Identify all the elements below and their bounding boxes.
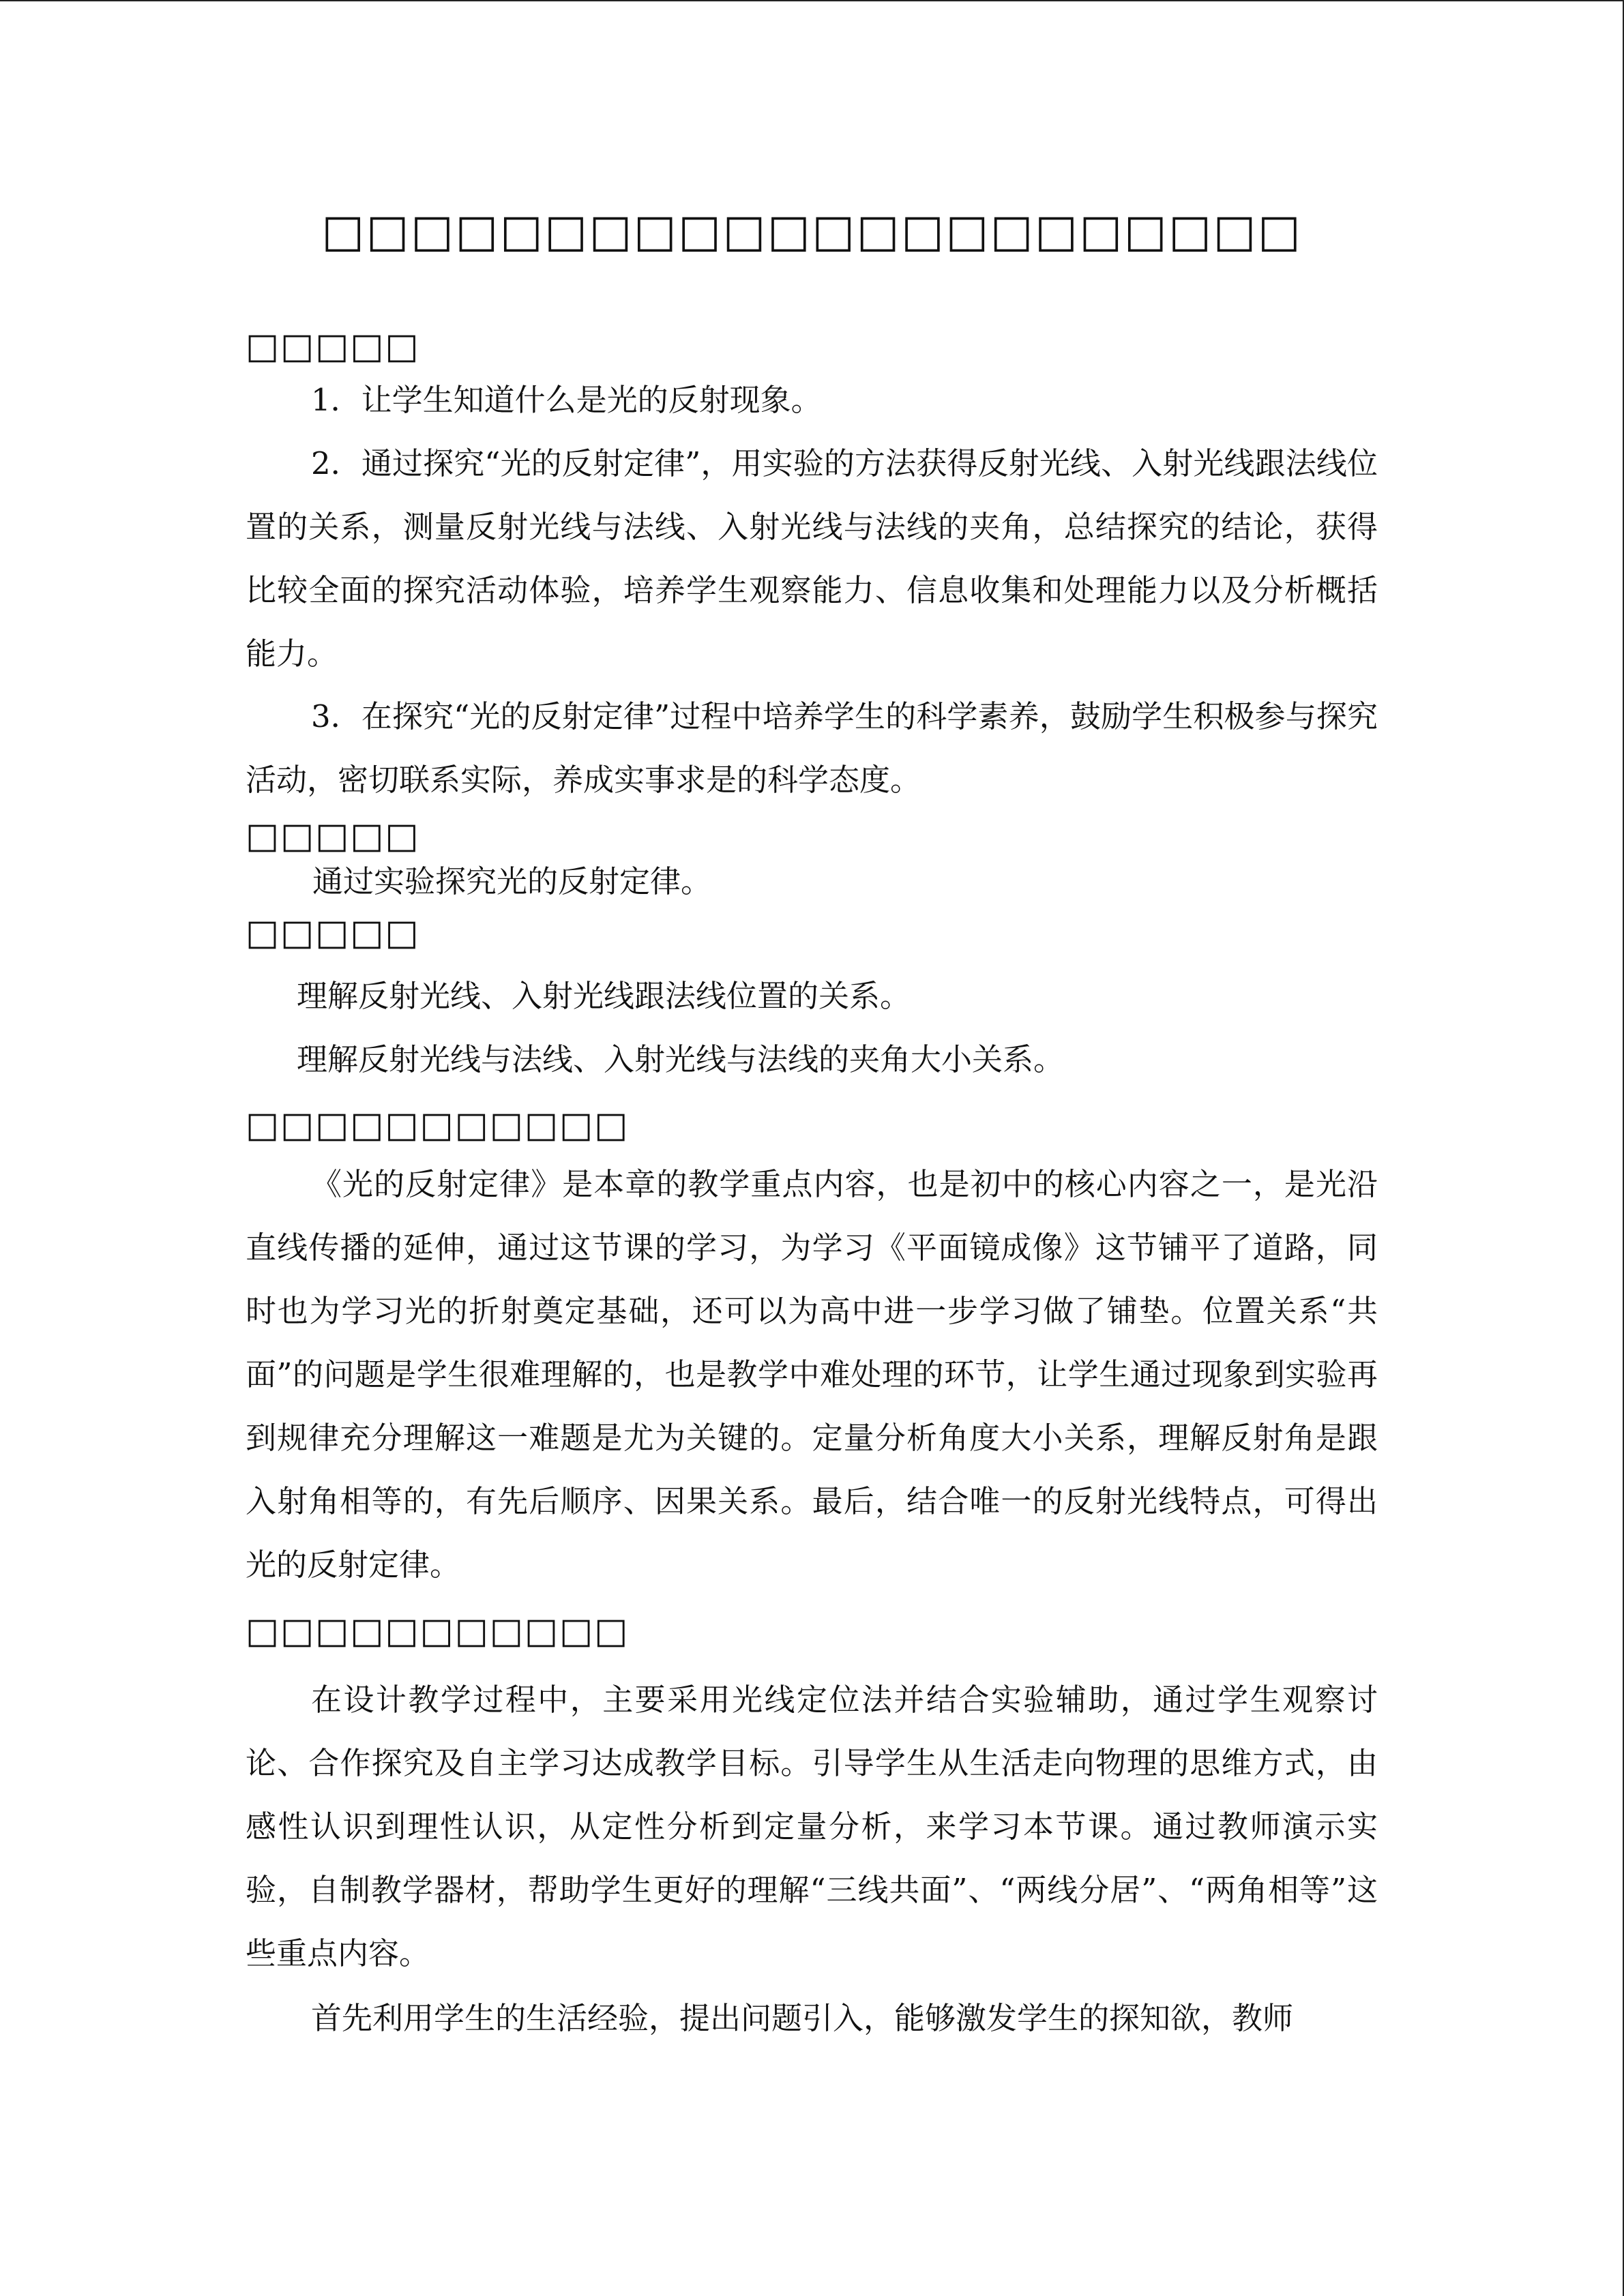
section-heading-3: □□□□□	[246, 912, 420, 953]
document-title: □□□□□□□□□□□□□□□□□□□□□□	[321, 205, 1303, 257]
section-heading-2: □□□□□	[246, 816, 420, 856]
paragraph-5-2: 首先利用学生的生活经验，提出问题引入，能够激发学生的探知欲，教师	[311, 2000, 1294, 2036]
section-heading-4: □□□□□□□□□□□	[246, 1105, 630, 1146]
paragraph-3-1: 理解反射光线、入射光线跟法线位置的关系。	[297, 978, 911, 1014]
paragraph-5-1: 在设计教学过程中，主要采用光线定位法并结合实验辅助，通过学生观察讨论、合作探究及自主学习达成教学目标。引导学生从生活走向物理的思维方式，由感性认识到理性认识，从定性分析到定量分析，来学习本节课。通过教师演示实验，自制教学器材，帮助学生更好的理解“三线共面”、“两线分居”、“两角相等”这些重点内容。	[246, 1682, 1378, 1971]
paragraph-1-3: 3．在探究“光的反射定律”过程中培养学生的科学素养，鼓励学生积极参与探究活动，密切联系实际，养成实事求是的科学态度。	[246, 698, 1378, 798]
section-heading-5: □□□□□□□□□□□	[246, 1611, 630, 1652]
paragraph-2-1: 通过实验探究光的反射定律。	[312, 863, 712, 899]
paragraph-4-1: 《光的反射定律》是本章的教学重点内容，也是初中的核心内容之一，是光沿直线传播的延伸，通过这节课的学习，为学习《平面镜成像》这节铺平了道路，同时也为学习光的折射奠定基础，还可以为高中进一步学习做了铺垫。位置关系“共面”的问题是学生很难理解的，也是教学中难处理的环节，让学生通过现象到实验再到规律充分理解这一难题是尤为关键的。定量分析角度大小关系，理解反射角是跟入射角相等的，有先后顺序、因果关系。最后，结合唯一的反射光线特点，可得出光的反射定律。	[246, 1166, 1378, 1583]
paragraph-1-1: 1．让学生知道什么是光的反射现象。	[311, 382, 822, 418]
paragraph-3-2: 理解反射光线与法线、入射光线与法线的夹角大小关系。	[297, 1041, 1065, 1077]
paragraph-1-2: 2．通过探究“光的反射定律”，用实验的方法获得反射光线、入射光线跟法线位置的关系，测量反射光线与法线、入射光线与法线的夹角，总结探究的结论，获得比较全面的探究活动体验，培养学生观察能力、信息收集和处理能力以及分析概括能力。	[246, 445, 1378, 672]
section-heading-1: □□□□□	[246, 326, 420, 367]
